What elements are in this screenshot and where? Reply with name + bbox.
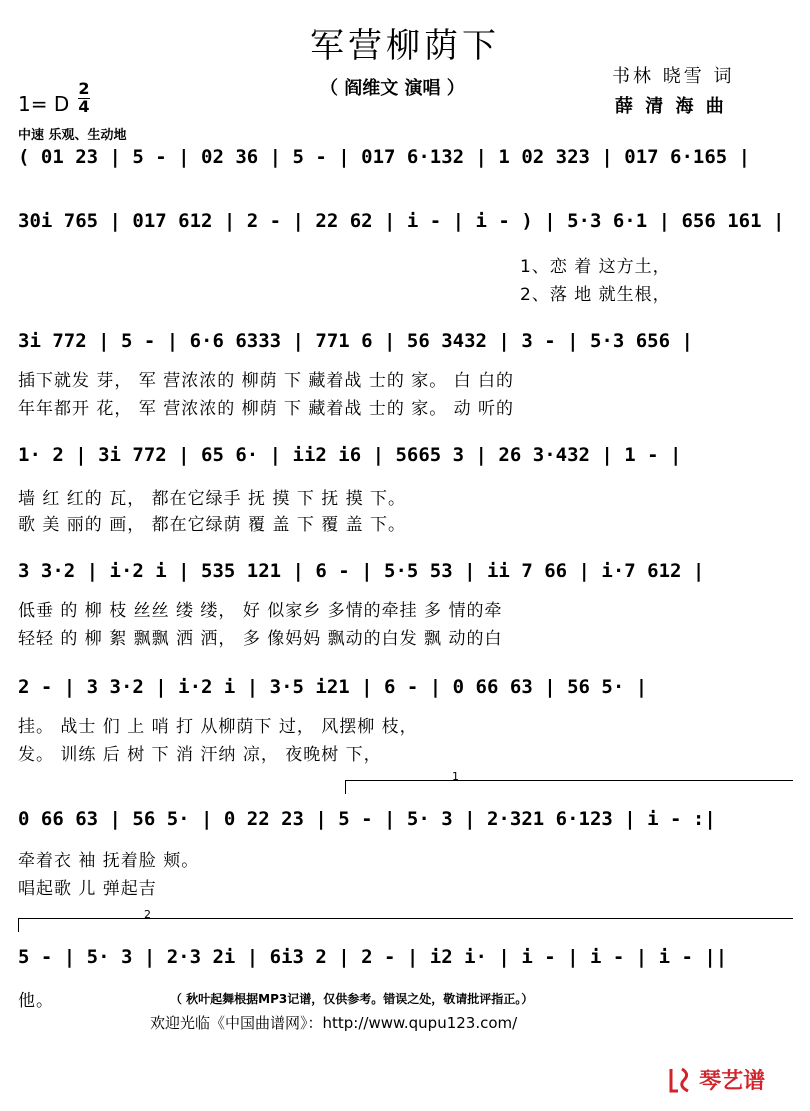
lyric-line-7-verse-2: 唱起歌 儿 弹起吉 (18, 879, 157, 899)
song-title: 军营柳荫下 (310, 26, 500, 66)
key-signature: 1= D (18, 92, 70, 116)
notation-line-8: 5 - | 5· 3 | 2·3 2i | 6i3 2 | 2 - | i2 i· | i - | i - | i - || (18, 946, 728, 968)
tempo-marking: 中速 乐观、生动地 (18, 128, 127, 143)
score-line-6 (18, 676, 793, 706)
volta-2-start (18, 918, 19, 932)
lyric-line-8: 他。 (18, 991, 54, 1011)
notation-line-6: 2 - | 3 3·2 | i·2 i | 3·5 i21 | 6 - | 0 66 63 | 56 5· | (18, 676, 648, 698)
time-signature (78, 79, 90, 116)
volta-2-label: 2 (144, 908, 151, 921)
score-line-7 (18, 808, 793, 838)
lyric-line-6-verse-1: 挂。 战士 们 上 哨 打 从柳荫下 过， 风摆柳 枝， (18, 717, 418, 737)
volta-2-bracket (18, 918, 793, 919)
notation-line-2: 30i 765 | 017 612 | 2 - | 22 62 | i - | i - ) | 5·3 6·1 | 656 161 | (18, 210, 785, 232)
lyric-line-4-verse-1: 墙 红 红的 瓦， 都在它绿手 抚 摸 下 抚 摸 下。 (18, 489, 407, 509)
score-line-5 (18, 560, 793, 590)
logo-text: 琴艺谱 (699, 1069, 766, 1094)
time-bottom: 4 (78, 97, 90, 116)
lyric-line-3-verse-1: 插下就发 芽， 军 营浓浓的 柳荫 下 藏着战 士的 家。 白 白的 (18, 371, 515, 391)
site-logo[interactable] (668, 1064, 765, 1095)
volta-1-label: 1 (452, 770, 459, 783)
lyric-line-4-verse-2: 歌 美 丽的 画， 都在它绿荫 覆 盖 下 覆 盖 下。 (18, 515, 407, 535)
score-line-1 (18, 146, 793, 176)
lyric-line-2-verse-2: 2、落 地 就生根， (520, 285, 671, 305)
notation-line-7: 0 66 63 | 56 5· | 0 22 23 | 5 - | 5· 3 | 2·321 6·123 | i - :| (18, 808, 716, 830)
lyric-line-3-verse-2: 年年都开 花， 军 营浓浓的 柳荫 下 藏着战 士的 家。 动 听的 (18, 399, 515, 419)
notation-line-3: 3i 772 | 5 - | 6·6 6333 | 771 6 | 56 3432 | 3 - | 5·3 656 | (18, 330, 693, 352)
time-top: 2 (78, 79, 90, 98)
singer-credit: （ 阎维文 演唱 ） (320, 78, 465, 99)
volta-1-start (345, 780, 346, 794)
notation-line-5: 3 3·2 | i·2 i | 535 121 | 6 - | 5·5 53 | ii 7 66 | i·7 612 | (18, 560, 705, 582)
score-line-8 (18, 946, 793, 976)
logo-mark-icon (668, 1066, 694, 1094)
score-line-2 (18, 210, 793, 240)
lyric-line-5-verse-2: 轻轻 的 柳 絮 飘飘 洒 洒， 多 像妈妈 飘动的白发 飘 动的白 (18, 629, 503, 649)
lyricist-credit: 书林 晓雪 词 (612, 66, 735, 87)
website-link[interactable]: 欢迎光临《中国曲谱网》：http://www.qupu123.com/ (150, 1014, 518, 1032)
score-line-4 (18, 444, 793, 474)
volta-1-bracket (345, 780, 793, 781)
score-line-3 (18, 330, 793, 360)
lyric-line-6-verse-2: 发。 训练 后 树 下 消 汗纳 凉， 夜晚树 下， (18, 745, 382, 765)
lyric-line-5-verse-1: 低垂 的 柳 枝 丝丝 缕 缕， 好 似家乡 多情的牵挂 多 情的牵 (18, 601, 503, 621)
notation-line-4: 1· 2 | 3i 772 | 65 6· | ii2 i6 | 5665 3 | 26 3·432 | 1 - | (18, 444, 682, 466)
lyric-line-2-verse-1: 1、恋 着 这方土， (520, 257, 671, 277)
lyric-line-7-verse-1: 牵着衣 袖 抚着脸 颊。 (18, 851, 200, 871)
notation-line-1: ( 01 23 | 5 - | 02 36 | 5 - | 017 6·132 | 1 02 323 | 017 6·165 | (18, 146, 751, 168)
composer-credit: 薛 清 海 曲 (615, 96, 727, 117)
transcription-note: （ 秋叶起舞根据MP3记谱，仅供参考。错误之处，敬请批评指正。） (170, 992, 534, 1006)
